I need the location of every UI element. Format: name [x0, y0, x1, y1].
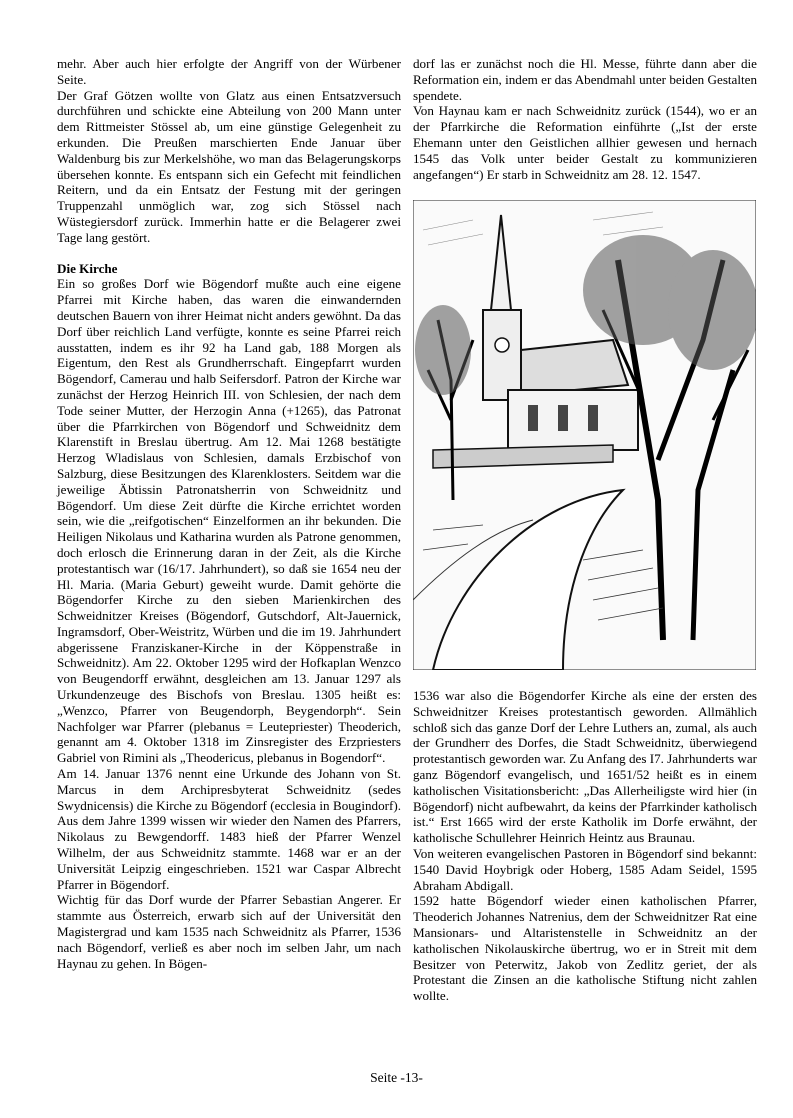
paragraph: Von weiteren evangelischen Pastoren in Bögendorf sind bekannt: 1540 David Hoybrigk oder Hoberg, 1585 Adam Seidel, 1595 Abraham Abdigall. — [413, 845, 757, 893]
left-column — [57, 56, 401, 971]
paragraph: 1592 hatte Bögendorf wieder einen katholischen Pfarrer, Theoderich Johannes Natrenius, dem der Schweidnitzer Rat eine Mansionars- und Altaristenstelle in Schweidnitz an der katholischen Nikolauskirche übertrug, wo er in Streit mit dem Besitzer von Peterwitz, Jakob von Zedlitz geriet, der als Protestant die Zinsen an die katholische Stiftung nicht zahlen wollte. — [413, 893, 757, 1004]
right-column-bottom — [413, 688, 757, 1004]
paragraph: mehr. Aber auch hier erfolgte der Angriff von der Würbener Seite. — [57, 56, 401, 87]
paragraph: dorf las er zunächst noch die Hl. Messe, führte dann aber die Reformation ein, indem er das Abendmahl unter beiden Gestalten spendete. — [413, 56, 757, 103]
paragraph: Ein so großes Dorf wie Bögendorf mußte auch eine eigene Pfarrei mit Kirche haben, das waren die einwandernden deutschen Bauern von ihrer Heimat nicht anders gewöhnt. Da das Dorf über reichlich Land verfügte, konnte es seine Pfarrei reich ausstatten, indem es ihr 92 ha Land gab, 188 Morgen als Eigentum, den Rest als Grundherrschaft. Eingepfarrt wurden Bögendorf, Camerau und halb Seifersdorf. Patron der Kirche war zunächst der Herzog Heinrich III. von Schlesien, der nach dem Tode seiner Mutter, der Herzogin Anna (+1265), das Patronat über die Pfarrkirchen von Bögendorf und Schweidnitz dem Klarenstift in Breslau übertrug. Am 12. Mai 1268 bestätigte Herzog Wladislaus von Schlesien, damals Erzbischof von Salzburg, diese Besitzungen des Klarenklosters. Seitdem war die jeweilige Äbtissin Patronatsherrin von Schweidnitz und Bögendorf. Um diese Zeit dürfte die Kirche errichtet worden sein, wie die „reifgotischen“ Einzelformen an ihr bekunden. Die Heiligen Nikolaus und Katharina wurden als Patrone genommen, doch erlosch die Erinnerung daran in der Zeit, als die Kirche protestantisch war (16/17. Jahrhundert), so daß sie 1654 neu der Hl. Maria. (Maria Geburt) geweiht wurde. Damit gehörte die Bögendorfer Kirche zu den sieben Marienkirchen des Schweidnitzer Kreises (Bögendorf, Gutschdorf, Alt-Jauernick, Ingramsdorf, Ober-Weistritz, Würben und die im 19. Jahrhundert abgerissene Franziskaner-Kirche in der Köppenstraße in Schweidnitz). Am 22. Oktober 1295 wird der Hofkaplan Wenzco von Beugendorff erwähnt, desgleichen am 13. Januar 1297 als Urkundenzeuge des Bischofs von Breslau. 1305 heißt es: „Wenzco, Pfarrer von Beugendorph, Beygendorph“. Sein Nachfolger war Pfarrer (plebanus = Leutepriester) Theoderich, genannt am 4. Oktober 1318 im Zinsregister des Erzpriesters Gabriel von Rimini als „Theodericus, plebanus in Bogendorf“. — [57, 276, 401, 766]
paragraph: 1536 war also die Bögendorfer Kirche als eine der ersten des Schweidnitzer Kreises protestantisch geworden. Allmählich schloß sich das ganze Dorf der Lehre Luthers an, zumal, als auch der Grundherr des Dorfes, die Stadt Schweidnitz, überwiegend protestantisch geworden war. Zu Anfang des I7. Jahrhunderts war ganz Bögendorf evangelisch, und 1651/52 heißt es in einem katholischen Visitationsbericht: „Das Allerheiligste wird hier (in Bögendorf) nicht aufbewahrt, da keins der Pfarrkinder katholisch ist.“ Erst 1665 wird der erste Katholik im Dorfe erwähnt, der katholische Schullehrer Heinrich Heintz aus Braunau. — [413, 688, 757, 846]
paragraph: Wichtig für das Dorf wurde der Pfarrer Sebastian Angerer. Er stammte aus Österreich, erwarb sich auf der Universität den Magistergrad und kam 1535 nach Schweidnitz als Pfarrer, 1536 nach Bögendorf, verließ es aber noch im selben Jahr, um nach Haynau zu gehen. In Bögen- — [57, 892, 401, 971]
right-column-top — [413, 56, 757, 182]
page-number: Seite -13- — [370, 1070, 423, 1085]
paragraph: Der Graf Götzen wollte von Glatz aus einen Entsatzversuch durchführen und schickte eine Abteilung von 200 Mann unter dem Rittmeister Stössel ab, um eine günstige Gelegenheit zu erkunden. Die Preußen marschierten Ende Januar über Waldenburg bis zur Merkelshöhe, wo man das Belagerungskorps übersehen konnte. Es entspann sich ein Gefecht mit feindlichen Reitern, und da ein Entsatz der Festung mit der geringen Truppenzahl unmöglich war, zog sich Stössel nach Wüstegiersdorf zurück. Immerhin hatte er die Belagerer zwei Tage lang gestört. — [57, 87, 401, 245]
paragraph: Von Haynau kam er nach Schweidnitz zurück (1544), wo er an der Pfarrkirche die Reformation einführte („Ist der erste Ehemann unter den Geistlichen allhier gewesen und hernach 1545 das Volk unter beider Gestalt zu kommunizieren angefangen“) Er starb in Schweidnitz am 28. 12. 1547. — [413, 103, 757, 182]
section-heading: Die Kirche — [57, 260, 118, 276]
paragraph: Am 14. Januar 1376 nennt eine Urkunde des Johann von St. Marcus in dem Archipresbyterat Schweidnitz (sedes Swydnicensis) die Kirche zu Bögendorf (ecclesia in Bougindorf). Aus dem Jahre 1399 wissen wir wieder den Namen des Pfarrers, Nikolaus zu Bewgendorff. 1483 hieß der Pfarrer Wenzel Wilhelm, der aus Schweidnitz stammte. 1468 war er an der Universität Leipzig eingeschrieben. 1521 war Caspar Albrecht Pfarrer in Bögendorf. — [57, 766, 401, 892]
church-illustration — [413, 200, 756, 670]
